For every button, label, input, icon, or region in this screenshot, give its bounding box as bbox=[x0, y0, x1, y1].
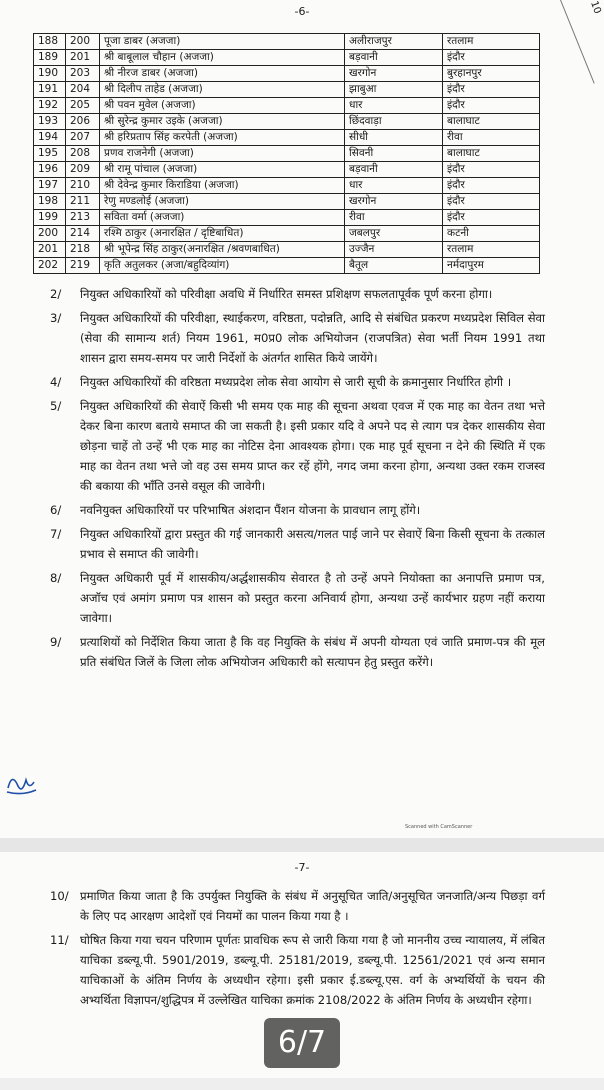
name-cell: श्री रामू पांचाल (अजजा) bbox=[100, 162, 345, 178]
paragraph-number: 10/ bbox=[50, 889, 69, 903]
paragraph bbox=[50, 632, 545, 672]
table-row bbox=[34, 34, 540, 50]
serial-cell: 195 bbox=[34, 146, 66, 162]
home-district-cell: बड़वानी bbox=[345, 50, 443, 66]
paragraph-text: नियुक्त अधिकारियों की वरिष्ठता मध्यप्रदेश लोक सेवा आयोग से जारी सूची के क्रमानुसार निर्धारित होगी । bbox=[80, 375, 512, 389]
paragraph bbox=[50, 886, 545, 926]
name-cell: रश्मि ठाकुर (अनारक्षित / दृष्टिबाधित) bbox=[100, 226, 345, 242]
paragraph-text: नियुक्त अधिकारियों द्वारा प्रस्तुत की गई जानकारी असत्य/गलत पाई जाने पर सेवाऐं बिना किसी सूचना के तत्काल प्रभाव से समाप्त की जावेगी। bbox=[80, 527, 545, 561]
paragraph-number: 11/ bbox=[50, 933, 69, 947]
home-district-cell: बैतूल bbox=[345, 258, 443, 274]
name-cell: श्री दिलीप ताहेड (अजजा) bbox=[100, 82, 345, 98]
paragraph bbox=[50, 396, 545, 496]
page-indicator: 6/7 bbox=[264, 1018, 340, 1068]
posting-district-cell: इंदौर bbox=[443, 210, 540, 226]
posting-district-cell: कटनी bbox=[443, 226, 540, 242]
serial-cell: 201 bbox=[34, 242, 66, 258]
rank-cell: 213 bbox=[66, 210, 100, 226]
rank-cell: 219 bbox=[66, 258, 100, 274]
home-district-cell: झाबुआ bbox=[345, 82, 443, 98]
home-district-cell: सिवनी bbox=[345, 146, 443, 162]
paragraph-text: नवनियुक्त अधिकारियों पर परिभाषित अंशदान पैंशन योजना के प्रावधान लागू होंगे। bbox=[80, 503, 421, 517]
table-row bbox=[34, 114, 540, 130]
rank-cell: 214 bbox=[66, 226, 100, 242]
name-cell: श्री पवन मुवेल (अजजा) bbox=[100, 98, 345, 114]
rank-cell: 203 bbox=[66, 66, 100, 82]
signature bbox=[4, 768, 44, 798]
paragraph-number: 2/ bbox=[50, 287, 62, 301]
posting-district-cell: बालाघाट bbox=[443, 114, 540, 130]
corner-mark: 10 bbox=[588, 0, 603, 16]
paragraph bbox=[50, 568, 545, 628]
posting-district-cell: रतलाम bbox=[443, 242, 540, 258]
posting-district-cell: इंदौर bbox=[443, 162, 540, 178]
serial-cell: 190 bbox=[34, 66, 66, 82]
paragraph bbox=[50, 930, 545, 1010]
name-cell: श्री देवेन्द्र कुमार किराडिया (अजजा) bbox=[100, 178, 345, 194]
serial-cell: 188 bbox=[34, 34, 66, 50]
paragraph-number: 7/ bbox=[50, 527, 62, 541]
home-district-cell: बड़वानी bbox=[345, 162, 443, 178]
name-cell: कृति अतुलकर (अजा/बहुदिव्यांग) bbox=[100, 258, 345, 274]
paragraph-number: 8/ bbox=[50, 571, 62, 585]
paragraph bbox=[50, 284, 545, 304]
posting-district-cell: इंदौर bbox=[443, 178, 540, 194]
home-district-cell: सीधी bbox=[345, 130, 443, 146]
serial-cell: 196 bbox=[34, 162, 66, 178]
home-district-cell: खरगोन bbox=[345, 66, 443, 82]
paragraph-text: नियुक्त अधिकारियों को परिवीक्षा अवधि में निर्धारित समस्त प्रशिक्षण सफलतापूर्वक पूर्ण करना होगा। bbox=[80, 287, 493, 301]
paragraph-text: नियुक्त अधिकारियों की सेवाऐं किसी भी समय एक माह की सूचना अथवा एवज में एक माह का वेतन तथा भत्ते देकर बिना कारण बताये समाप्त की जा सकती है। इसी प्रकार यदि वे अपने पद से त्याग पत्र देकर शासकीय सेवा छोड़ना चाहें तो उन्हें भी एक माह का नोटिस देना आवश्यक होगा। एक माह पूर्व सूचना न देने की स्थिति में एक माह का वेतन तथा भत्ते जो वह उस समय प्राप्त कर रहें होंगे, नगद जमा करना होगा, अन्यथा उक्त रकम राजस्व की बकाया की भाँति उनसे वसूल की जावेगी। bbox=[80, 399, 545, 493]
appointment-table bbox=[33, 33, 540, 274]
serial-cell: 193 bbox=[34, 114, 66, 130]
home-district-cell: उज्जैन bbox=[345, 242, 443, 258]
page-number: -7- bbox=[294, 861, 310, 874]
scanner-watermark: Scanned with CamScanner bbox=[405, 824, 473, 830]
paragraph-number: 3/ bbox=[50, 311, 62, 325]
home-district-cell: खरगोन bbox=[345, 194, 443, 210]
table-row bbox=[34, 50, 540, 66]
paragraph bbox=[50, 308, 545, 368]
posting-district-cell: इंदौर bbox=[443, 98, 540, 114]
rank-cell: 205 bbox=[66, 98, 100, 114]
page-number: -6- bbox=[294, 5, 310, 18]
page-separator bbox=[0, 838, 604, 852]
viewer-bottom-bar bbox=[0, 1078, 604, 1090]
table-row bbox=[34, 82, 540, 98]
rank-cell: 200 bbox=[66, 34, 100, 50]
paragraph bbox=[50, 372, 545, 392]
posting-district-cell: नर्मदापुरम bbox=[443, 258, 540, 274]
paragraph-list bbox=[50, 284, 545, 672]
paragraph-number: 9/ bbox=[50, 635, 62, 649]
posting-district-cell: बुरहानपुर bbox=[443, 66, 540, 82]
name-cell: सविता वर्मा (अजजा) bbox=[100, 210, 345, 226]
posting-district-cell: इंदौर bbox=[443, 194, 540, 210]
posting-district-cell: रीवा bbox=[443, 130, 540, 146]
serial-cell: 194 bbox=[34, 130, 66, 146]
rank-cell: 209 bbox=[66, 162, 100, 178]
paragraph-number: 4/ bbox=[50, 375, 62, 389]
home-district-cell: धार bbox=[345, 98, 443, 114]
name-cell: श्री हरिप्रताप सिंह करपेती (अजजा) bbox=[100, 130, 345, 146]
table-row bbox=[34, 178, 540, 194]
rank-cell: 218 bbox=[66, 242, 100, 258]
table-row bbox=[34, 66, 540, 82]
paragraph-text: प्रत्याशियों को निर्देशित किया जाता है कि वह नियुक्ति के संबंध में अपनी योग्यता एवं जाति प्रमाण-पत्र की मूल प्रति संबंधित जिलें के जिला लोक अभियोजन अधिकारी को सत्यापन हेतु प्रस्तुत करेंगे। bbox=[80, 635, 545, 669]
table-row bbox=[34, 226, 540, 242]
table-row bbox=[34, 98, 540, 114]
rank-cell: 206 bbox=[66, 114, 100, 130]
table-row bbox=[34, 130, 540, 146]
name-cell: रेणु मण्डलोई (अजजा) bbox=[100, 194, 345, 210]
home-district-cell: रीवा bbox=[345, 210, 443, 226]
paragraph-text: प्रमाणित किया जाता है कि उपर्युक्त नियुक्ति के संबंध में अनुसूचित जाति/अनुसूचित जनजाति/अन्य पिछड़ा वर्ग के लिए पद आरक्षण आदेशों एवं नियमों का पालन किया गया है । bbox=[80, 889, 545, 923]
table-row bbox=[34, 258, 540, 274]
home-district-cell: जबलपुर bbox=[345, 226, 443, 242]
posting-district-cell: बालाघाट bbox=[443, 146, 540, 162]
table-row bbox=[34, 210, 540, 226]
paragraph-text: घोषित किया गया चयन परिणाम पूर्णतः प्रावधिक रूप से जारी किया गया है जो माननीय उच्च न्यायालय, में लंबित याचिका डब्ल्यू.पी. 5901/2019, डब्ल्यू.पी. 25181/2019, डब्ल्यू.पी. 12561/2021 एवं अन्य समान याचिकाओं के अंतिम निर्णय के अध्यधीन रहेगा। इसी प्रकार ई.डब्ल्यू.एस. वर्ग के अभ्यर्थियों के चयन की अभ्यर्थिता विज्ञापन/शुद्धिपत्र में उल्लेखित याचिका क्रमांक 2108/2022 के अंतिम निर्णय के अध्यधीन रहेगा। bbox=[80, 933, 545, 1007]
paragraph-list bbox=[50, 886, 545, 1010]
rank-cell: 204 bbox=[66, 82, 100, 98]
serial-cell: 200 bbox=[34, 226, 66, 242]
paragraph-number: 6/ bbox=[50, 503, 62, 517]
paragraph-number: 5/ bbox=[50, 399, 62, 413]
serial-cell: 198 bbox=[34, 194, 66, 210]
table-row bbox=[34, 162, 540, 178]
name-cell: प्रणव राजनेगी (अजजा) bbox=[100, 146, 345, 162]
home-district-cell: अलीराजपुर bbox=[345, 34, 443, 50]
serial-cell: 197 bbox=[34, 178, 66, 194]
paragraph-text: नियुक्त अधिकारी पूर्व में शासकीय/अर्द्धशासकीय सेवारत है तो उन्हें अपने नियोक्ता का अनापत्ति प्रमाण पत्र, अजॉच एवं अमांग प्रमाण पत्र शासन को प्रस्तुत करना अनिवार्य होगा, अन्यथा उन्हें कार्यभार ग्रहण नहीं कराया जावेगा। bbox=[80, 571, 545, 625]
serial-cell: 189 bbox=[34, 50, 66, 66]
paragraph-text: नियुक्त अधिकारियों की परिवीक्षा, स्थाईकरण, वरिष्ठता, पदोन्नति, आदि से संबंधित प्रकरण मध्यप्रदेश सिविल सेवा (सेवा की सामान्य शर्त) नियम 1961, म0प्र0 लोक अभियोजन (राजपत्रित) सेवा भर्ती नियम 1991 तथा शासन द्वारा समय-समय पर जारी निर्देशों के अंतर्गत शासित किये जायेंगे। bbox=[80, 311, 545, 365]
posting-district-cell: रतलाम bbox=[443, 34, 540, 50]
rank-cell: 211 bbox=[66, 194, 100, 210]
home-district-cell: धार bbox=[345, 178, 443, 194]
rank-cell: 208 bbox=[66, 146, 100, 162]
serial-cell: 199 bbox=[34, 210, 66, 226]
rank-cell: 207 bbox=[66, 130, 100, 146]
name-cell: श्री सुरेन्द्र कुमार उइके (अजजा) bbox=[100, 114, 345, 130]
table-row bbox=[34, 242, 540, 258]
posting-district-cell: इंदौर bbox=[443, 50, 540, 66]
rank-cell: 201 bbox=[66, 50, 100, 66]
paragraph bbox=[50, 500, 545, 520]
table-row bbox=[34, 146, 540, 162]
table-row bbox=[34, 194, 540, 210]
rank-cell: 210 bbox=[66, 178, 100, 194]
serial-cell: 192 bbox=[34, 98, 66, 114]
posting-district-cell: इंदौर bbox=[443, 82, 540, 98]
paragraph bbox=[50, 524, 545, 564]
name-cell: श्री बाबूलाल चौहान (अजजा) bbox=[100, 50, 345, 66]
home-district-cell: छिंदवाड़ा bbox=[345, 114, 443, 130]
name-cell: श्री भूपेन्द्र सिंह ठाकुर(अनारक्षित /श्रवणबाधित) bbox=[100, 242, 345, 258]
serial-cell: 191 bbox=[34, 82, 66, 98]
name-cell: श्री नीरज डाबर (अजजा) bbox=[100, 66, 345, 82]
serial-cell: 202 bbox=[34, 258, 66, 274]
page-7 bbox=[0, 852, 604, 1078]
name-cell: पूजा डाबर (अजजा) bbox=[100, 34, 345, 50]
